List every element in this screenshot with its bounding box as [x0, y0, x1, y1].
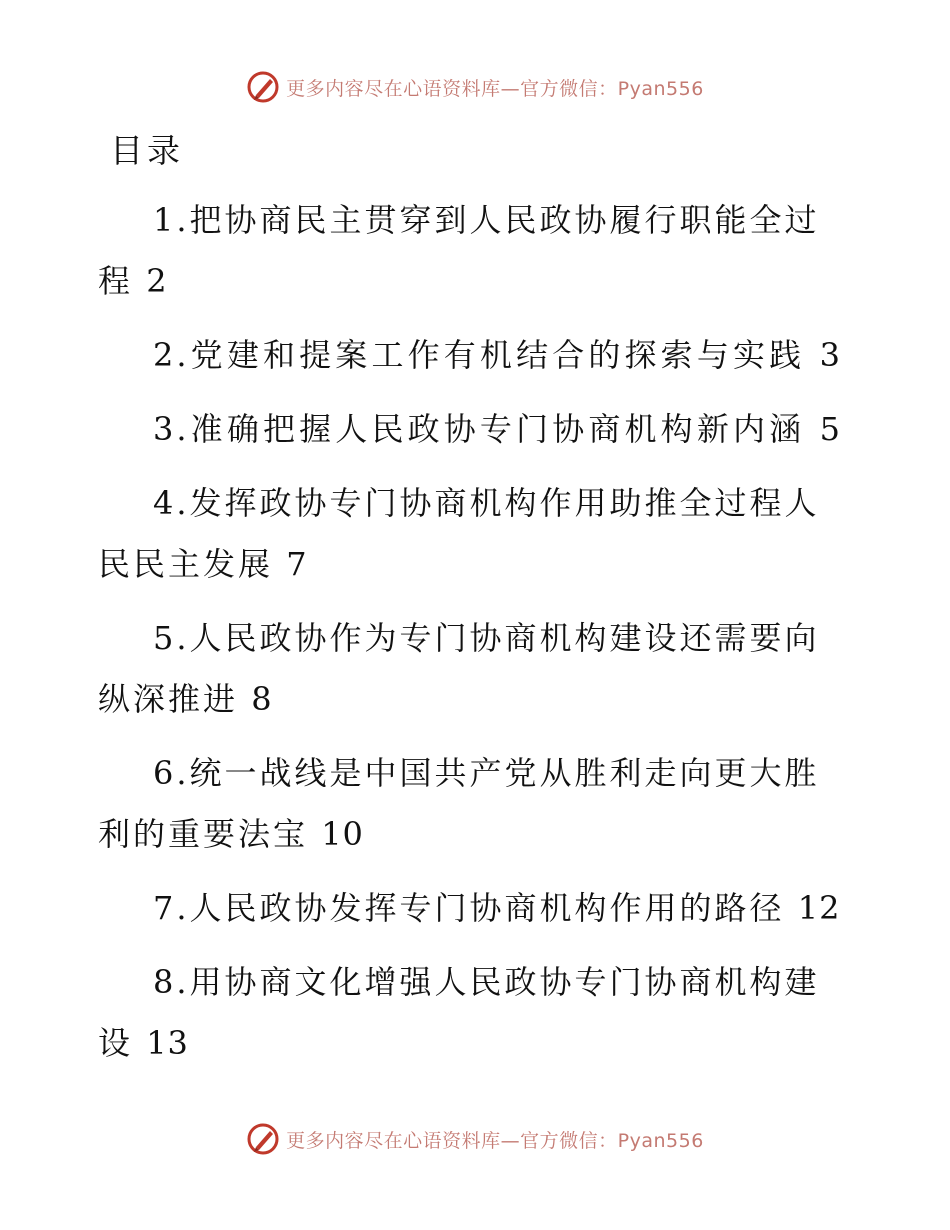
toc-entry-title: 5.人民政协作为专门协商机构建设还需要向纵深推进: [98, 619, 820, 718]
toc-entry-title: 8.用协商文化增强人民政协专门协商机构建设: [98, 963, 820, 1062]
toc-list: [98, 190, 843, 1087]
pen-logo-icon: [246, 1122, 280, 1156]
toc-title: 目录: [110, 131, 184, 170]
toc-entry-title: 3.准确把握人民政协专门协商机构新内涵: [153, 410, 806, 448]
toc-entry-7[interactable]: [98, 878, 843, 939]
footer-watermark: [0, 1122, 950, 1156]
toc-entry-5[interactable]: [98, 608, 843, 730]
watermark-text: 更多内容尽在心语资料库—官方微信：Pyan556: [286, 1129, 704, 1152]
toc-entry-title: 7.人民政协发挥专门协商机构作用的路径: [153, 889, 785, 927]
watermark-text: 更多内容尽在心语资料库—官方微信：Pyan556: [286, 77, 704, 100]
toc-entry-page: 2: [146, 262, 168, 300]
toc-entry-title: 4.发挥政协专门协商机构作用助推全过程人民民主发展: [98, 484, 820, 583]
toc-entry-8[interactable]: [98, 952, 843, 1074]
toc-entry-page: 13: [146, 1024, 189, 1062]
toc-entry-title: 1.把协商民主贯穿到人民政协履行职能全过程: [98, 201, 820, 300]
toc-entry-title: 6.统一战线是中国共产党从胜利走向更大胜利的重要法宝: [98, 754, 820, 853]
toc-entry-page: 12: [797, 889, 841, 927]
toc-entry-title: 2.党建和提案工作有机结合的探索与实践: [153, 336, 806, 374]
pen-logo-icon: [246, 70, 280, 104]
toc-entry-1[interactable]: [98, 190, 843, 312]
toc-entry-6[interactable]: [98, 743, 843, 865]
toc-entry-4[interactable]: [98, 473, 843, 595]
toc-entry-page: 5: [819, 410, 841, 448]
toc-entry-page: 10: [321, 815, 364, 853]
header-watermark: [0, 70, 950, 104]
toc-entry-2[interactable]: [98, 325, 841, 386]
toc-entry-page: 3: [819, 336, 841, 374]
toc-entry-page: 7: [286, 545, 308, 583]
toc-entry-page: 8: [251, 680, 273, 718]
toc-entry-3[interactable]: [98, 399, 841, 460]
